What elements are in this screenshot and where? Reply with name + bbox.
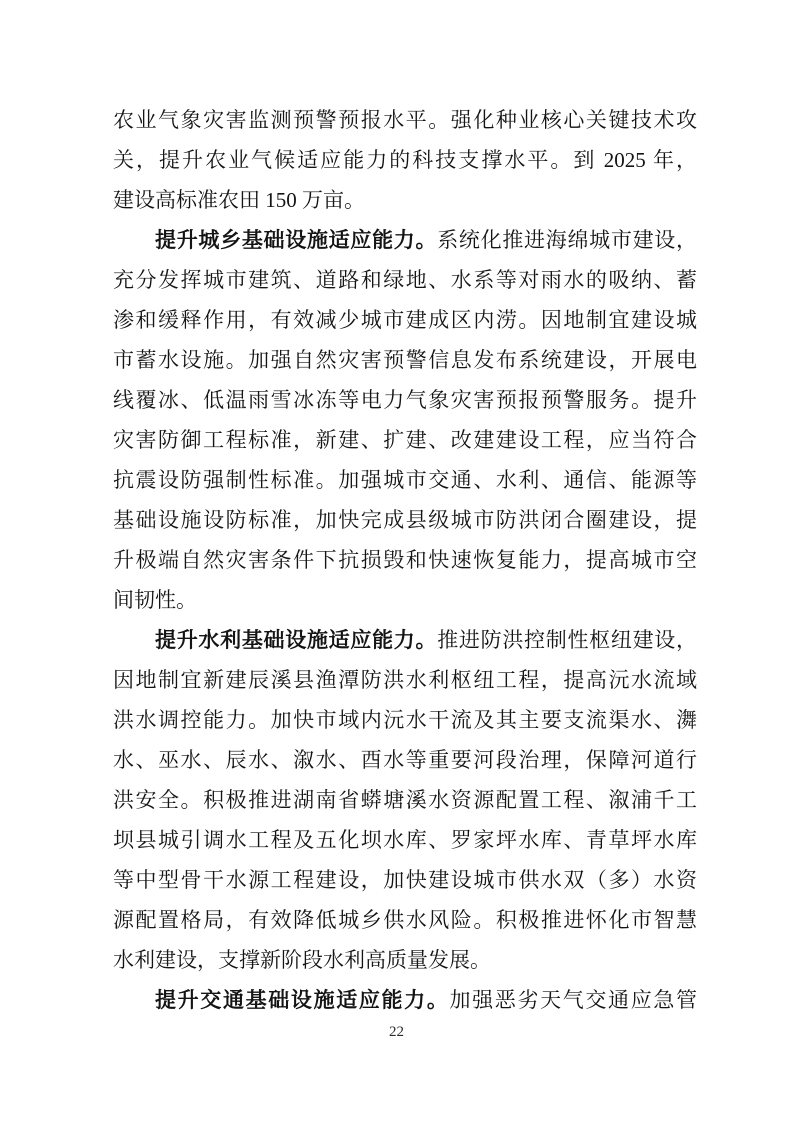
line-text: 系统化推进海绵城市建设， [437, 228, 697, 252]
text-line [113, 900, 697, 940]
text-line [113, 660, 697, 700]
line-text: 坝县城引调水工程及五化坝水库、罗家坪水库、青草坪水库 [113, 828, 697, 852]
line-text: 抗震设防强制性标准。加强城市交通、水利、通信、能源等 [113, 468, 697, 492]
line-text: 渗和缓释作用，有效减少城市建成区内涝。因地制宜建设城 [113, 308, 697, 332]
text-line [113, 540, 697, 580]
line-text: 基础设施设防标准，加快完成县级城市防洪闭合圈建设，提 [113, 508, 697, 532]
paragraph-lead-bold: 提升水利基础设施适应能力。 [155, 628, 438, 652]
text-line [113, 940, 697, 980]
text-line [113, 420, 697, 460]
line-text: 灾害防御工程标准，新建、扩建、改建建设工程，应当符合 [113, 428, 697, 452]
text-line [113, 820, 697, 860]
text-line [113, 500, 697, 540]
line-text: 因地制宜新建辰溪县渔潭防洪水利枢纽工程，提高沅水流域 [113, 668, 697, 692]
text-line [113, 380, 697, 420]
line-text: 农业气象灾害监测预警预报水平。强化种业核心关键技术攻 [113, 108, 697, 132]
text-line [113, 300, 697, 340]
text-line [113, 860, 697, 900]
line-text: 洪水调控能力。加快市域内沅水干流及其主要支流渠水、㵲 [113, 708, 697, 732]
text-line [113, 100, 697, 140]
text-line [113, 740, 697, 780]
line-text: 建设高标准农田 150 万亩。 [113, 188, 365, 212]
line-text: 水、巫水、辰水、溆水、酉水等重要河段治理，保障河道行 [113, 748, 697, 772]
line-text: 等中型骨干水源工程建设，加快建设城市供水双（多）水资 [113, 868, 697, 892]
text-line [113, 580, 697, 620]
line-text: 源配置格局，有效降低城乡供水风险。积极推进怀化市智慧 [113, 908, 697, 932]
text-line [113, 780, 697, 820]
line-text: 推进防洪控制性枢纽建设， [437, 628, 697, 652]
line-text: 线覆冰、低温雨雪冰冻等电力气象灾害预报预警服务。提升 [113, 388, 697, 412]
line-text: 关，提升农业气候适应能力的科技支撑水平。到 2025 年， [113, 148, 697, 172]
text-line [113, 340, 697, 380]
text-line [113, 260, 697, 300]
body-text [113, 100, 697, 1020]
line-text: 充分发挥城市建筑、道路和绿地、水系等对雨水的吸纳、蓄 [113, 268, 697, 292]
line-text: 升极端自然灾害条件下抗损毁和快速恢复能力，提高城市空 [113, 548, 697, 572]
line-text: 水利建设，支撑新阶段水利高质量发展。 [113, 948, 491, 972]
line-text: 洪安全。积极推进湖南省蟒塘溪水资源配置工程、溆浦千工 [113, 788, 697, 812]
paragraph-lead-bold: 提升城乡基础设施适应能力。 [155, 228, 438, 252]
text-line [113, 220, 697, 260]
text-line [113, 180, 697, 220]
paragraph [113, 220, 697, 620]
line-text: 市蓄水设施。加强自然灾害预警信息发布系统建设，开展电 [113, 348, 697, 372]
text-line [113, 460, 697, 500]
text-line [113, 620, 697, 660]
paragraph [113, 980, 697, 1020]
page-number: 22 [389, 1024, 404, 1040]
line-text: 加强恶劣天气交通应急管 [449, 988, 697, 1012]
text-line [113, 700, 697, 740]
paragraph [113, 100, 697, 220]
line-text: 间韧性。 [113, 588, 197, 612]
paragraph [113, 620, 697, 980]
text-line [113, 140, 697, 180]
paragraph-lead-bold: 提升交通基础设施适应能力。 [155, 988, 450, 1012]
text-line [113, 980, 697, 1020]
